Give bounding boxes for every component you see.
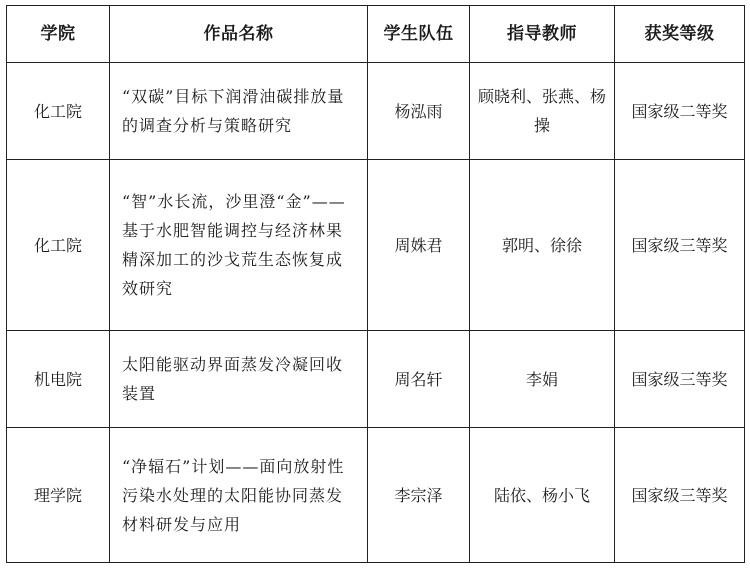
awards-table [6,5,745,563]
cell-project: 太阳能驱动界面蒸发冷凝回收装置 [110,331,368,428]
cell-award: 国家级三等奖 [615,428,745,563]
cell-teacher: 顾晓利、张燕、杨操 [470,63,615,160]
cell-college: 化工院 [7,63,110,160]
cell-team: 周名轩 [368,331,470,428]
cell-team: 周姝君 [368,160,470,331]
cell-award: 国家级三等奖 [615,331,745,428]
cell-team: 杨泓雨 [368,63,470,160]
cell-project: “智”水长流，沙里澄“金”——基于水肥智能调控与经济林果精深加工的沙戈荒生态恢复成效研究 [110,160,368,331]
cell-teacher: 郭明、徐徐 [470,160,615,331]
table-row [7,160,745,331]
cell-teacher: 李娟 [470,331,615,428]
header-teacher: 指导教师 [470,6,615,63]
table-row [7,428,745,563]
cell-award: 国家级三等奖 [615,160,745,331]
cell-teacher: 陆依、杨小飞 [470,428,615,563]
cell-project: “双碳”目标下润滑油碳排放量的调查分析与策略研究 [110,63,368,160]
cell-team: 李宗泽 [368,428,470,563]
cell-project: “净辐石”计划——面向放射性污染水处理的太阳能协同蒸发材料研发与应用 [110,428,368,563]
table-row [7,63,745,160]
header-project: 作品名称 [110,6,368,63]
header-team: 学生队伍 [368,6,470,63]
cell-college: 化工院 [7,160,110,331]
awards-table-container [6,5,744,563]
table-header-row [7,6,745,63]
cell-college: 理学院 [7,428,110,563]
cell-award: 国家级二等奖 [615,63,745,160]
header-college: 学院 [7,6,110,63]
header-award: 获奖等级 [615,6,745,63]
table-row [7,331,745,428]
cell-college: 机电院 [7,331,110,428]
